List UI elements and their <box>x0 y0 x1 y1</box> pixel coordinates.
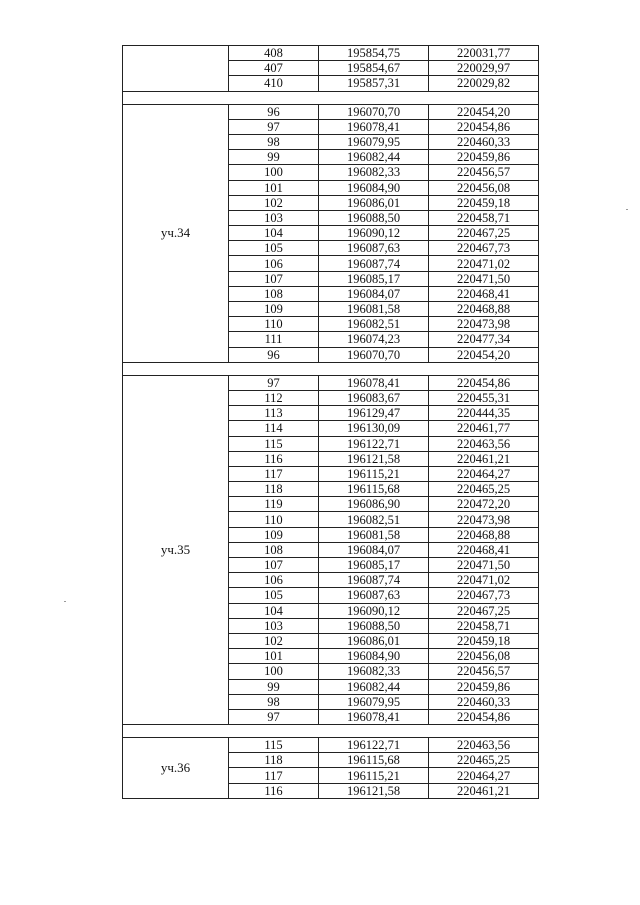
point-number-cell: 96 <box>229 104 319 119</box>
y-coordinate-cell: 220464,27 <box>429 768 539 783</box>
coordinates-table-body <box>123 46 539 799</box>
point-number-cell: 109 <box>229 527 319 542</box>
x-coordinate-cell: 196079,95 <box>319 694 429 709</box>
point-number-cell: 119 <box>229 497 319 512</box>
y-coordinate-cell: 220461,77 <box>429 421 539 436</box>
y-coordinate-cell: 220461,21 <box>429 783 539 798</box>
point-number-cell: 104 <box>229 603 319 618</box>
y-coordinate-cell: 220454,86 <box>429 119 539 134</box>
point-number-cell: 104 <box>229 226 319 241</box>
x-coordinate-cell: 196084,90 <box>319 649 429 664</box>
point-number-cell: 102 <box>229 633 319 648</box>
point-number-cell: 408 <box>229 46 319 61</box>
y-coordinate-cell: 220471,02 <box>429 573 539 588</box>
x-coordinate-cell: 196115,68 <box>319 482 429 497</box>
scan-speck <box>64 601 66 602</box>
x-coordinate-cell: 196082,33 <box>319 165 429 180</box>
point-number-cell: 97 <box>229 709 319 724</box>
y-coordinate-cell: 220458,71 <box>429 210 539 225</box>
x-coordinate-cell: 196115,68 <box>319 753 429 768</box>
x-coordinate-cell: 196087,63 <box>319 241 429 256</box>
y-coordinate-cell: 220459,18 <box>429 633 539 648</box>
point-number-cell: 115 <box>229 436 319 451</box>
point-number-cell: 410 <box>229 76 319 91</box>
y-coordinate-cell: 220471,50 <box>429 558 539 573</box>
separator-cell <box>123 91 539 104</box>
point-number-cell: 118 <box>229 753 319 768</box>
point-number-cell: 99 <box>229 150 319 165</box>
y-coordinate-cell: 220464,27 <box>429 466 539 481</box>
point-number-cell: 105 <box>229 241 319 256</box>
point-number-cell: 106 <box>229 256 319 271</box>
y-coordinate-cell: 220473,98 <box>429 512 539 527</box>
x-coordinate-cell: 196082,51 <box>319 317 429 332</box>
x-coordinate-cell: 196088,50 <box>319 210 429 225</box>
y-coordinate-cell: 220471,50 <box>429 271 539 286</box>
x-coordinate-cell: 195854,75 <box>319 46 429 61</box>
x-coordinate-cell: 196087,74 <box>319 573 429 588</box>
x-coordinate-cell: 196085,17 <box>319 558 429 573</box>
point-number-cell: 110 <box>229 512 319 527</box>
y-coordinate-cell: 220471,02 <box>429 256 539 271</box>
x-coordinate-cell: 196122,71 <box>319 436 429 451</box>
point-number-cell: 100 <box>229 664 319 679</box>
point-number-cell: 97 <box>229 375 319 390</box>
point-number-cell: 117 <box>229 466 319 481</box>
point-number-cell: 108 <box>229 542 319 557</box>
point-number-cell: 105 <box>229 588 319 603</box>
area-label-cell: уч.34 <box>123 104 229 362</box>
y-coordinate-cell: 220473,98 <box>429 317 539 332</box>
table-row <box>123 738 539 753</box>
y-coordinate-cell: 220460,33 <box>429 694 539 709</box>
point-number-cell: 103 <box>229 618 319 633</box>
x-coordinate-cell: 196121,58 <box>319 451 429 466</box>
point-number-cell: 111 <box>229 332 319 347</box>
y-coordinate-cell: 220454,20 <box>429 347 539 362</box>
y-coordinate-cell: 220029,97 <box>429 61 539 76</box>
section-separator <box>123 91 539 104</box>
area-label-cell: уч.36 <box>123 738 229 799</box>
y-coordinate-cell: 220461,21 <box>429 451 539 466</box>
y-coordinate-cell: 220463,56 <box>429 436 539 451</box>
y-coordinate-cell: 220468,41 <box>429 286 539 301</box>
y-coordinate-cell: 220472,20 <box>429 497 539 512</box>
y-coordinate-cell: 220468,41 <box>429 542 539 557</box>
point-number-cell: 109 <box>229 302 319 317</box>
point-number-cell: 107 <box>229 558 319 573</box>
x-coordinate-cell: 196090,12 <box>319 603 429 618</box>
y-coordinate-cell: 220456,57 <box>429 165 539 180</box>
y-coordinate-cell: 220465,25 <box>429 482 539 497</box>
x-coordinate-cell: 195857,31 <box>319 76 429 91</box>
point-number-cell: 117 <box>229 768 319 783</box>
y-coordinate-cell: 220467,25 <box>429 603 539 618</box>
y-coordinate-cell: 220467,73 <box>429 241 539 256</box>
x-coordinate-cell: 196086,90 <box>319 497 429 512</box>
y-coordinate-cell: 220459,86 <box>429 150 539 165</box>
point-number-cell: 101 <box>229 649 319 664</box>
point-number-cell: 97 <box>229 119 319 134</box>
x-coordinate-cell: 196085,17 <box>319 271 429 286</box>
point-number-cell: 100 <box>229 165 319 180</box>
point-number-cell: 115 <box>229 738 319 753</box>
y-coordinate-cell: 220456,57 <box>429 664 539 679</box>
x-coordinate-cell: 196079,95 <box>319 134 429 149</box>
x-coordinate-cell: 196082,44 <box>319 679 429 694</box>
point-number-cell: 96 <box>229 347 319 362</box>
y-coordinate-cell: 220031,77 <box>429 46 539 61</box>
x-coordinate-cell: 196083,67 <box>319 390 429 405</box>
x-coordinate-cell: 196082,51 <box>319 512 429 527</box>
separator-cell <box>123 725 539 738</box>
x-coordinate-cell: 196081,58 <box>319 527 429 542</box>
y-coordinate-cell: 220454,20 <box>429 104 539 119</box>
x-coordinate-cell: 196070,70 <box>319 347 429 362</box>
x-coordinate-cell: 196078,41 <box>319 119 429 134</box>
x-coordinate-cell: 196078,41 <box>319 375 429 390</box>
x-coordinate-cell: 196070,70 <box>319 104 429 119</box>
point-number-cell: 98 <box>229 134 319 149</box>
point-number-cell: 407 <box>229 61 319 76</box>
y-coordinate-cell: 220467,25 <box>429 226 539 241</box>
table-row <box>123 104 539 119</box>
y-coordinate-cell: 220459,18 <box>429 195 539 210</box>
y-coordinate-cell: 220444,35 <box>429 406 539 421</box>
y-coordinate-cell: 220455,31 <box>429 390 539 405</box>
point-number-cell: 107 <box>229 271 319 286</box>
point-number-cell: 116 <box>229 783 319 798</box>
point-number-cell: 110 <box>229 317 319 332</box>
point-number-cell: 108 <box>229 286 319 301</box>
x-coordinate-cell: 196084,90 <box>319 180 429 195</box>
x-coordinate-cell: 196087,74 <box>319 256 429 271</box>
y-coordinate-cell: 220456,08 <box>429 649 539 664</box>
x-coordinate-cell: 196121,58 <box>319 783 429 798</box>
y-coordinate-cell: 220459,86 <box>429 679 539 694</box>
y-coordinate-cell: 220468,88 <box>429 302 539 317</box>
y-coordinate-cell: 220463,56 <box>429 738 539 753</box>
point-number-cell: 99 <box>229 679 319 694</box>
x-coordinate-cell: 196122,71 <box>319 738 429 753</box>
x-coordinate-cell: 195854,67 <box>319 61 429 76</box>
point-number-cell: 106 <box>229 573 319 588</box>
y-coordinate-cell: 220458,71 <box>429 618 539 633</box>
y-coordinate-cell: 220460,33 <box>429 134 539 149</box>
x-coordinate-cell: 196074,23 <box>319 332 429 347</box>
point-number-cell: 113 <box>229 406 319 421</box>
x-coordinate-cell: 196087,63 <box>319 588 429 603</box>
point-number-cell: 98 <box>229 694 319 709</box>
coordinates-table <box>122 45 539 799</box>
y-coordinate-cell: 220456,08 <box>429 180 539 195</box>
point-number-cell: 103 <box>229 210 319 225</box>
x-coordinate-cell: 196078,41 <box>319 709 429 724</box>
x-coordinate-cell: 196084,07 <box>319 542 429 557</box>
y-coordinate-cell: 220454,86 <box>429 709 539 724</box>
x-coordinate-cell: 196130,09 <box>319 421 429 436</box>
point-number-cell: 118 <box>229 482 319 497</box>
x-coordinate-cell: 196084,07 <box>319 286 429 301</box>
section-separator <box>123 725 539 738</box>
point-number-cell: 112 <box>229 390 319 405</box>
point-number-cell: 114 <box>229 421 319 436</box>
x-coordinate-cell: 196115,21 <box>319 768 429 783</box>
point-number-cell: 102 <box>229 195 319 210</box>
y-coordinate-cell: 220468,88 <box>429 527 539 542</box>
y-coordinate-cell: 220477,34 <box>429 332 539 347</box>
x-coordinate-cell: 196115,21 <box>319 466 429 481</box>
x-coordinate-cell: 196086,01 <box>319 195 429 210</box>
table-row <box>123 46 539 61</box>
x-coordinate-cell: 196081,58 <box>319 302 429 317</box>
x-coordinate-cell: 196082,44 <box>319 150 429 165</box>
x-coordinate-cell: 196129,47 <box>319 406 429 421</box>
section-separator <box>123 362 539 375</box>
point-number-cell: 101 <box>229 180 319 195</box>
table-row <box>123 375 539 390</box>
x-coordinate-cell: 196090,12 <box>319 226 429 241</box>
x-coordinate-cell: 196088,50 <box>319 618 429 633</box>
y-coordinate-cell: 220029,82 <box>429 76 539 91</box>
separator-cell <box>123 362 539 375</box>
area-label-cell: уч.35 <box>123 375 229 724</box>
point-number-cell: 116 <box>229 451 319 466</box>
y-coordinate-cell: 220467,73 <box>429 588 539 603</box>
x-coordinate-cell: 196086,01 <box>319 633 429 648</box>
scan-speck <box>626 209 628 210</box>
area-label-cell <box>123 46 229 92</box>
x-coordinate-cell: 196082,33 <box>319 664 429 679</box>
y-coordinate-cell: 220454,86 <box>429 375 539 390</box>
y-coordinate-cell: 220465,25 <box>429 753 539 768</box>
